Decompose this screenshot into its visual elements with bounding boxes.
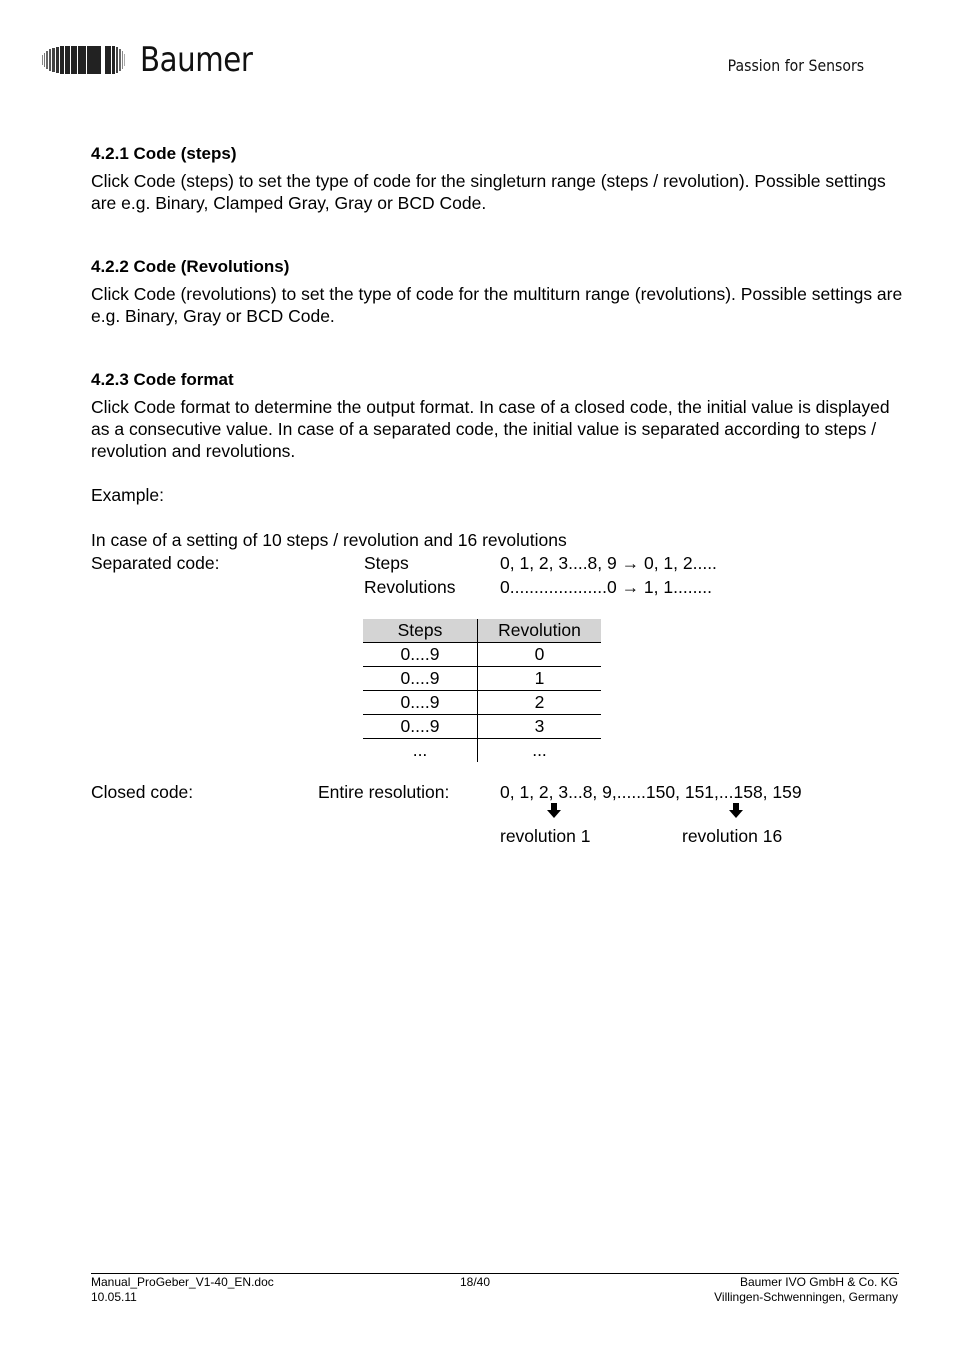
revolutions-value: 0....................0 → 1, 1........ [500, 577, 713, 597]
steps-value: 0, 1, 2, 3....8, 9 → 0, 1, 2..... [500, 553, 717, 573]
table-row [363, 739, 601, 763]
separated-code-label: Separated code: [91, 553, 220, 573]
footer-company: Baumer IVO GmbH & Co. KG [739, 1275, 898, 1289]
footer-date: 10.05.11 [91, 1290, 137, 1304]
steps-label: Steps [364, 553, 409, 573]
revolution-last-label: revolution 16 [682, 826, 783, 846]
footer-location: Villingen-Schwenningen, Germany [714, 1290, 898, 1304]
entire-resolution-value: 0, 1, 2, 3...8, 9,......150, 151,...158, 159 [500, 782, 802, 802]
table-cell-steps: 0....9 [363, 643, 478, 667]
table-row [363, 715, 601, 739]
column-header-revolution: Revolution [478, 619, 602, 643]
section-heading: 4.2.2 Code (Revolutions) [91, 257, 290, 276]
revolution-first-label: revolution 1 [500, 826, 591, 846]
section-heading: 4.2.1 Code (steps) [91, 144, 237, 163]
table-row [363, 691, 601, 715]
tagline: Passion for Sensors [727, 56, 864, 75]
table-cell-revolution: ... [532, 740, 547, 760]
footer-divider [91, 1273, 899, 1274]
logo-bars-icon [42, 45, 126, 75]
revolutions-label: Revolutions [364, 577, 456, 597]
table-row [363, 667, 601, 691]
table-cell-steps: 0....9 [363, 667, 478, 691]
separated-code-table [363, 619, 601, 762]
table-cell-steps: ... [363, 739, 478, 763]
baumer-logo [42, 40, 271, 80]
section-heading: 4.2.3 Code format [91, 370, 234, 389]
closed-code-label: Closed code: [91, 782, 194, 802]
table-cell-revolution: 2 [478, 691, 602, 715]
section-text: Click Code format to determine the output format. In case of a closed code, the initial value is displayed as a consecutive value. In case of a separated code, the initial value is separated according to steps / revolution and revolutions. [91, 397, 890, 461]
section-text: Click Code (steps) to set the type of code for the singleturn range (steps / revolution). Possible settings are e.g. Binary, Clamped Gray, Gray or BCD Code. [91, 171, 886, 213]
example-intro: In case of a setting of 10 steps / revolution and 16 revolutions [91, 530, 567, 550]
section-text: Click Code (revolutions) to set the type of code for the multiturn range (revolutions). Possible settings are e.g. Binary, Gray or BCD Code. [91, 284, 903, 326]
column-header-steps: Steps [363, 619, 478, 643]
table-cell-revolution: 3 [478, 715, 602, 739]
down-arrow-icon [727, 802, 745, 820]
logo-text: Baumer [140, 40, 253, 80]
down-arrow-icon [545, 802, 563, 820]
table-cell-steps: 0....9 [363, 715, 478, 739]
example-label: Example: [91, 485, 164, 505]
table-cell-steps: 0....9 [363, 691, 478, 715]
footer-filename: Manual_ProGeber_V1-40_EN.doc [91, 1275, 274, 1289]
footer-page-number: 18/40 [460, 1275, 491, 1289]
table-cell-revolution: 0 [478, 643, 602, 667]
table-cell-revolution: 1 [478, 667, 602, 691]
table-header-row [363, 619, 601, 643]
table-row [363, 643, 601, 667]
entire-resolution-label: Entire resolution: [318, 782, 450, 802]
